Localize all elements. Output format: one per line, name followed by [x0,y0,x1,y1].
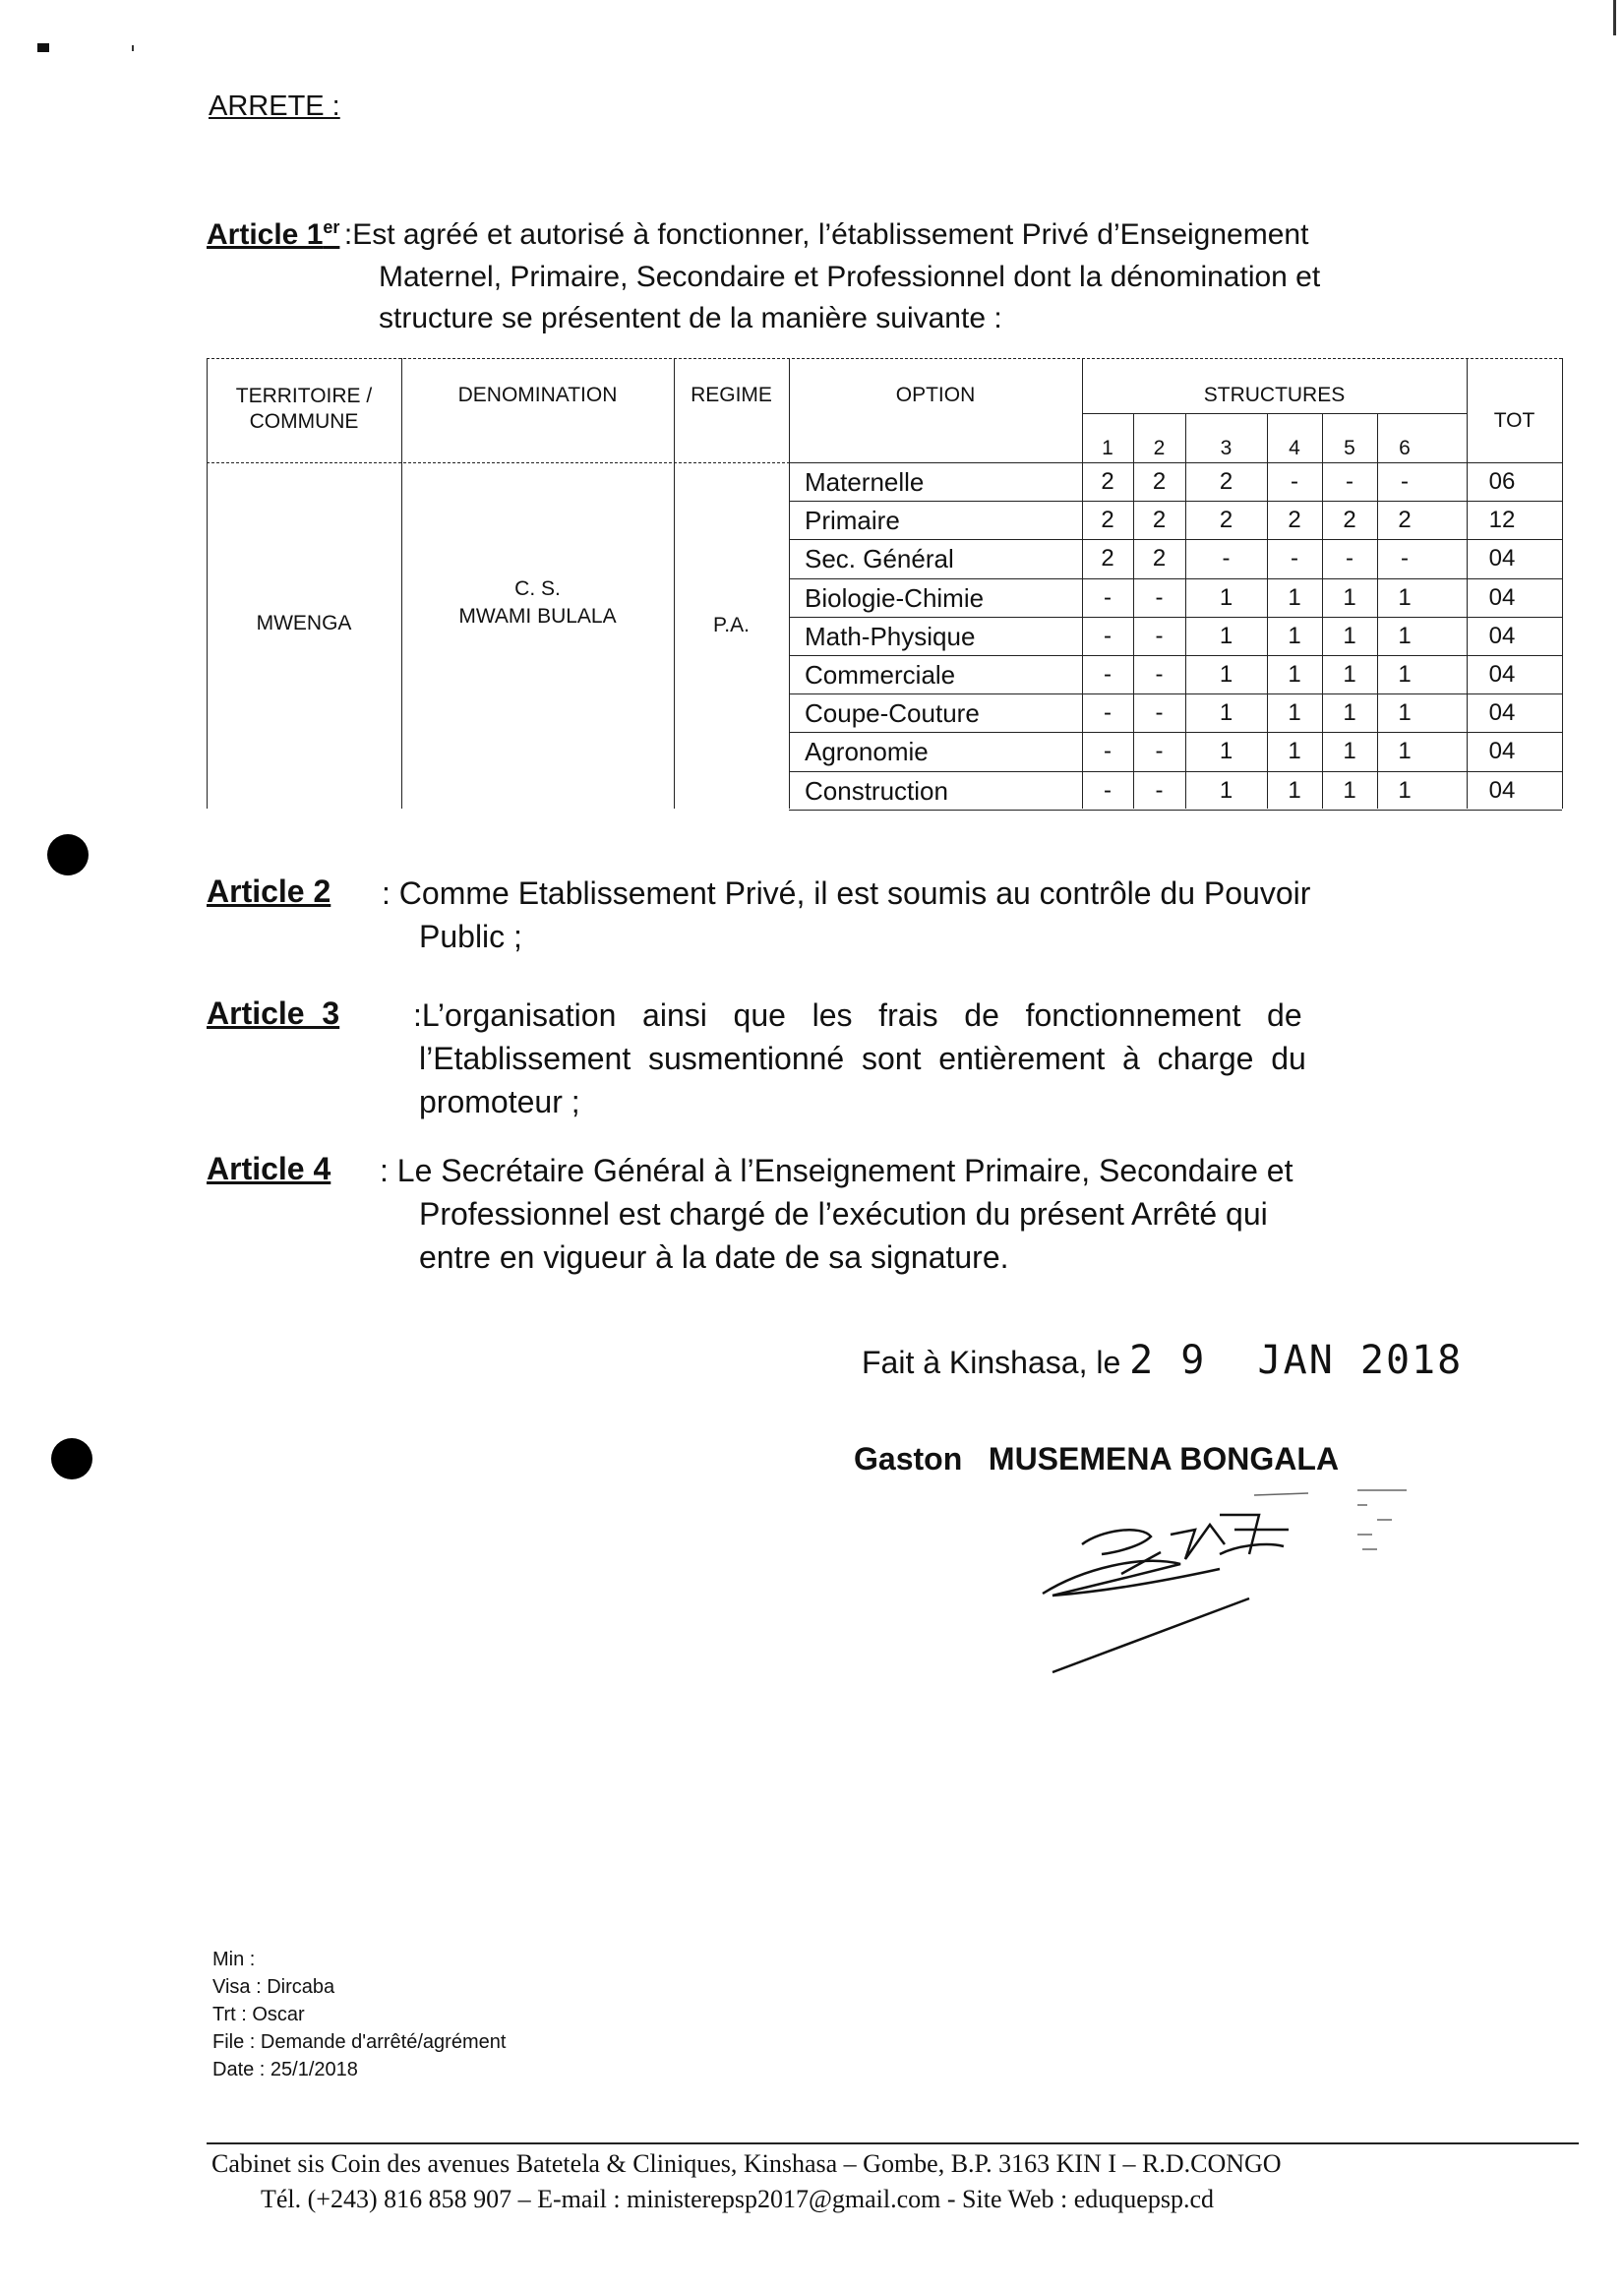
structure-cell: 2 [1101,468,1114,495]
footer-divider [207,2142,1579,2144]
scan-mark [132,45,134,51]
structure-cell: - [1155,776,1164,804]
structure-cell: 1 [1398,738,1412,765]
total-cell: 04 [1488,661,1516,688]
structure-cell: 1 [1398,661,1412,688]
article-2-line2: Public ; [419,919,522,954]
structure-cell: - [1104,622,1112,649]
option-cell: Biologie-Chimie [805,582,985,613]
structure-cell: 1 [1398,583,1412,611]
option-cell: Construction [805,775,948,806]
structure-cell: 1 [1219,738,1233,765]
handwritten-signature [1023,1476,1436,1682]
header-structures: STRUCTURES [1203,384,1346,406]
option-cell: Sec. Général [805,544,954,574]
total-cell: 04 [1488,776,1516,804]
structure-cell: 1 [1219,622,1233,649]
total-cell: 04 [1488,583,1516,611]
structure-cell: - [1291,468,1298,495]
structure-cell: - [1155,622,1164,649]
structure-cell: - [1346,468,1353,495]
structure-cell: 2 [1398,507,1412,534]
article-3-line3: promoteur ; [419,1084,580,1119]
total-cell: 06 [1488,468,1516,495]
structure-cell: - [1401,468,1409,495]
header-level: 6 [1399,437,1411,459]
total-cell: 04 [1488,738,1516,765]
article-2-line1: : Comme Etablissement Privé, il est soumis au contrôle du Pouvoir [382,875,1311,911]
article-2-label: Article 2 [207,874,331,909]
article-4-label: Article 4 [207,1151,331,1186]
header-tot: TOT [1493,409,1535,432]
article-3-label: Article 3 [207,995,340,1031]
structure-cell: 1 [1343,699,1356,727]
article-1-line2: Maternel, Primaire, Secondaire et Professionnel dont la dénomination et [379,261,1321,293]
structure-cell: 1 [1398,622,1412,649]
article-4-line3: entre en vigueur à la date de sa signature. [419,1239,1009,1275]
header-level: 1 [1102,437,1113,459]
structure-cell: - [1155,738,1164,765]
option-cell: Commerciale [805,660,956,690]
option-cell: Primaire [805,506,900,536]
structure-cell: 1 [1343,622,1356,649]
structure-cell: 2 [1152,507,1167,534]
total-cell: 12 [1488,507,1516,534]
structure-cell: 2 [1219,468,1233,495]
structure-cell: 2 [1288,507,1301,534]
structure-cell: - [1155,661,1164,688]
option-cell: Coupe-Couture [805,698,980,729]
scan-mark [37,43,49,52]
structure-cell: - [1291,545,1298,572]
structure-cell: - [1401,545,1409,572]
signatory-name: Gaston MUSEMENA BONGALA [854,1441,1340,1476]
structure-cell: - [1104,776,1112,804]
article-1-line1: :Est agréé et autorisé à fonctionner, l’établissement Privé d’Enseignement [343,218,1309,251]
footer-address: Cabinet sis Coin des avenues Batetela & Cliniques, Kinshasa – Gombe, B.P. 3163 KIN I – R.D.CONGO Tél. (+243) 816 858 907 – E-mail : ministerepsp2017@gmail.com - Site Web : eduquepsp.cd [211,2149,1282,2213]
option-cell: Maternelle [805,467,925,497]
structure-cell: 1 [1288,622,1301,649]
regime-cell: P.A. [713,614,750,636]
structure-cell: 1 [1219,776,1233,804]
structure-cell: 1 [1343,738,1356,765]
structure-cell: 2 [1152,545,1167,572]
structure-cell: - [1104,699,1112,727]
structure-cell: 1 [1288,776,1301,804]
structure-cell: 2 [1101,545,1114,572]
denomination-cell: C. S. MWAMI BULALA [458,577,617,628]
structure-cell: 2 [1101,507,1114,534]
structure-cell: 1 [1398,776,1412,804]
header-level: 3 [1220,437,1233,459]
header-level: 4 [1289,437,1300,459]
structure-cell: 1 [1288,661,1301,688]
article-4-line2: Professionnel est chargé de l’exécution du présent Arrêté qui [419,1196,1268,1232]
punch-hole [51,1438,92,1479]
territoire-cell: MWENGA [256,612,352,634]
punch-hole [47,834,89,875]
structure-cell: - [1104,661,1112,688]
structure-cell: - [1155,583,1164,611]
structure-cell: - [1155,699,1164,727]
structure-cell: 1 [1219,583,1233,611]
scan-mark [1613,0,1616,35]
total-cell: 04 [1488,699,1516,727]
structure-cell: 1 [1219,699,1233,727]
structure-table [207,354,1564,809]
structure-cell: 1 [1288,699,1301,727]
structure-cell: 1 [1398,699,1412,727]
header-denomination: DENOMINATION [457,384,618,406]
header-level: 5 [1344,437,1355,459]
header-territoire: TERRITOIRE / COMMUNE [235,385,373,433]
structure-cell: 1 [1288,583,1301,611]
structure-cell: - [1346,545,1353,572]
option-cell: Math-Physique [805,621,976,651]
option-cell: Agronomie [805,737,929,767]
header-regime: REGIME [691,384,772,406]
article-1-line3: structure se présentent de la manière suivante : [379,302,1002,334]
header-level: 2 [1153,437,1166,459]
stamped-date: 2 9 JAN 2018 [1129,1338,1464,1383]
article-3-line1: :L’organisation ainsi que les frais de fonctionnement de [413,997,1302,1033]
structure-cell: 1 [1288,738,1301,765]
structure-cell: 1 [1343,583,1356,611]
date-line: Fait à Kinshasa, le 2 9 JAN 2018 [862,1338,1464,1383]
article-3-line2: l’Etablissement susmentionné sont entièrement à charge du [419,1041,1306,1076]
total-cell: 04 [1488,545,1516,572]
structure-cell: 2 [1219,507,1233,534]
article-4-line1: : Le Secrétaire Général à l’Enseignement Primaire, Secondaire et [380,1153,1293,1188]
structure-cell: 2 [1343,507,1356,534]
structure-cell: 1 [1219,661,1233,688]
structure-cell: - [1222,545,1231,572]
structure-cell: 1 [1343,661,1356,688]
total-cell: 04 [1488,622,1516,649]
article-1-label: Article 1er [207,217,340,251]
page-title: ARRETE : [209,90,340,122]
header-option: OPTION [895,384,976,406]
article-1 [207,214,1485,256]
structure-cell: - [1104,738,1112,765]
structure-cell: 2 [1152,468,1167,495]
structure-cell: - [1104,583,1112,611]
admin-notes: Min : Visa : Dircaba Trt : Oscar File : Demande d'arrêté/agrément Date : 25/1/2018 [212,1949,507,2080]
structure-cell: 1 [1343,776,1356,804]
